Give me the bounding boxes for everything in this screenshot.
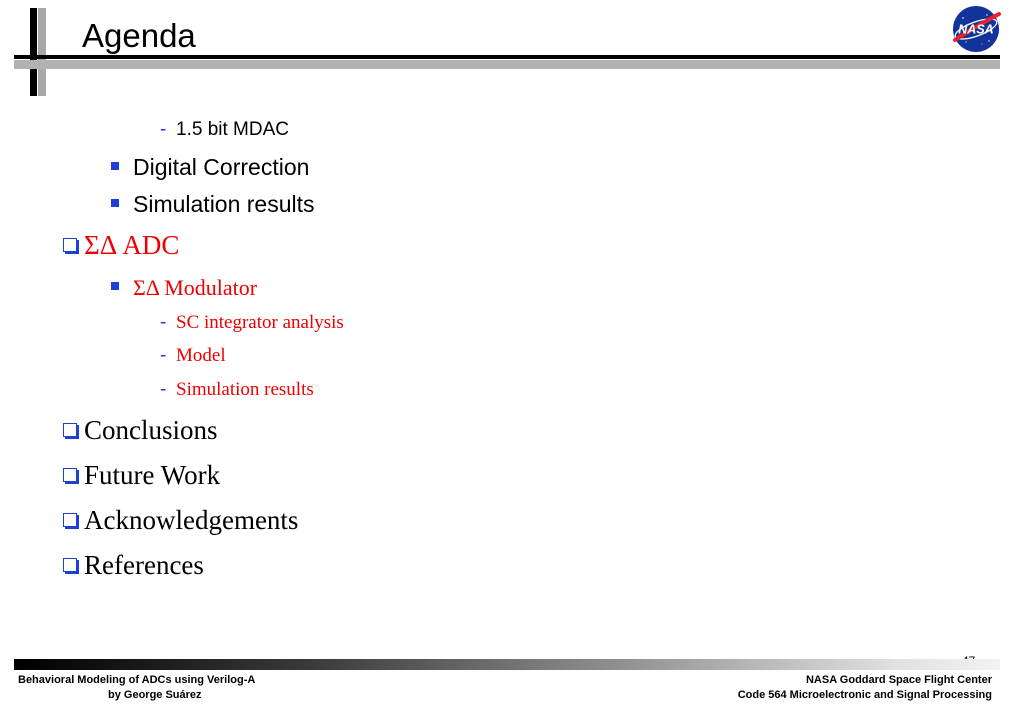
footer-right-line1: NASA Goddard Space Flight Center [805, 674, 992, 686]
list-item-text: Model [176, 345, 226, 366]
list-item-text: SC integrator analysis [176, 312, 344, 333]
list-item-text: Simulation results [133, 191, 315, 217]
dash-bullet-icon: - [160, 345, 167, 366]
list-item-text: Acknowledgements [84, 505, 299, 535]
list-item [160, 345, 226, 367]
footer-right-line2: Code 564 Microelectronic and Signal Processing [737, 689, 992, 701]
header-vertical-bar [30, 8, 37, 96]
list-item [63, 460, 220, 491]
list-item-text: Future Work [84, 460, 221, 490]
list-item [63, 230, 179, 261]
nasa-logo-icon [949, 4, 1003, 54]
list-item [160, 119, 289, 141]
dash-bullet-icon: - [160, 379, 167, 400]
footer-left-line1: Behavioral Modeling of ADCs using Verilog-A [18, 674, 256, 686]
list-item-text: References [84, 550, 204, 580]
box-bullet-icon [63, 513, 77, 527]
list-item-text: 1.5 bit MDAC [176, 119, 289, 140]
box-bullet-icon [63, 238, 77, 252]
list-item-text: Simulation results [176, 379, 314, 400]
square-bullet-icon [111, 162, 119, 170]
box-bullet-icon [63, 423, 77, 437]
dash-bullet-icon: - [160, 312, 167, 333]
slide-title: Agenda [82, 17, 196, 54]
list-item [63, 415, 218, 446]
list-item [111, 275, 257, 301]
list-item [160, 312, 344, 334]
footer-gradient-bar [14, 659, 1000, 670]
list-item [160, 379, 314, 401]
logo-text: NASA [958, 22, 994, 37]
square-bullet-icon [111, 282, 119, 290]
dash-bullet-icon: - [160, 119, 167, 140]
footer-left-line2: by George Suárez [108, 689, 202, 701]
box-bullet-icon [63, 558, 77, 572]
header-vertical-bar-shadow [38, 8, 46, 96]
list-item [111, 191, 315, 218]
list-item-text: ΣΔ Modulator [133, 275, 258, 300]
list-item-text: Digital Correction [133, 154, 310, 180]
header-rule-shadow [14, 60, 1000, 69]
square-bullet-icon [111, 199, 119, 207]
list-item [63, 505, 298, 536]
box-bullet-icon [63, 468, 77, 482]
list-item [63, 550, 204, 581]
list-item [111, 154, 309, 181]
list-item-text: ΣΔ ADC [84, 230, 180, 260]
list-item-text: Conclusions [84, 415, 218, 445]
